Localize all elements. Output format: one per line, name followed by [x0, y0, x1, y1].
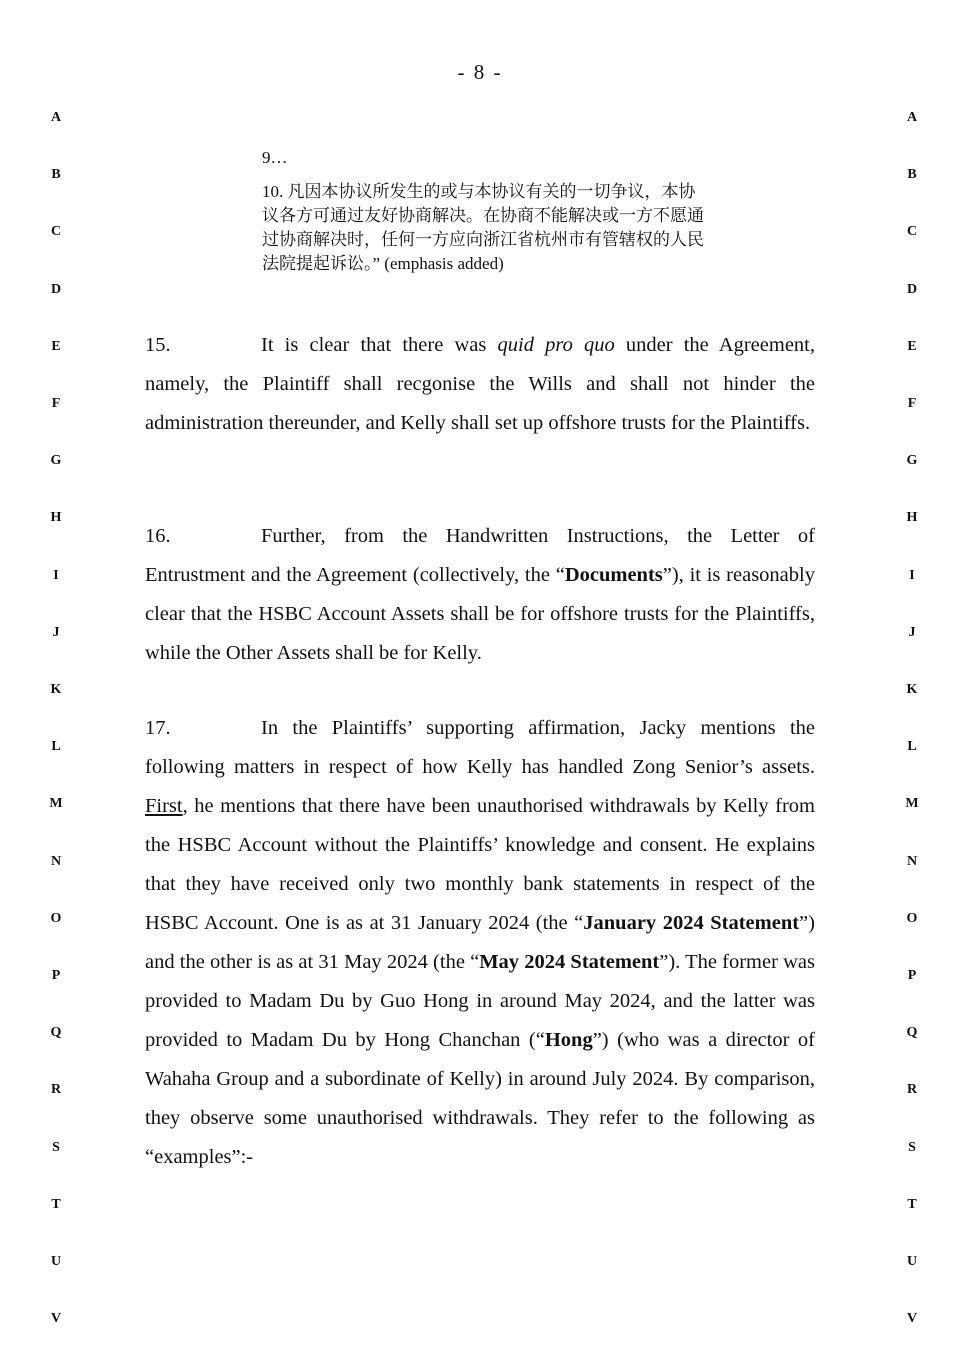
left-margin-letter: R	[50, 1082, 62, 1098]
paragraph-text: under the Agreement, namely, the Plaintiff shall recgonise the Wills and shall not hinder the administration thereunder, and Kelly shall set up offshore trusts for the Plaintiffs.	[145, 334, 815, 434]
left-margin-letter: L	[51, 739, 61, 755]
left-margin-letter: F	[51, 396, 61, 411]
right-margin-letter: F	[907, 396, 917, 411]
quote-item-9: 9…	[262, 148, 288, 167]
left-margin-letter: D	[50, 281, 62, 297]
right-margin-letter: J	[908, 624, 916, 640]
left-margin-letter: H	[50, 510, 62, 526]
right-margin-letter: C	[906, 224, 918, 240]
left-margin-letter: U	[50, 1254, 62, 1269]
right-margin-letter: I	[909, 567, 915, 583]
defined-term: Documents	[564, 564, 663, 586]
left-margin-letter: S	[52, 1139, 60, 1155]
right-margin-letter: D	[906, 281, 918, 297]
left-margin-letter: O	[50, 910, 62, 926]
paragraph-text: Further, from the Handwritten Instructions, the Letter of Entrustment and the Agreement (collectively, the “	[145, 525, 815, 586]
left-margin-letter: J	[52, 624, 60, 640]
left-margin-letter: P	[51, 968, 61, 983]
paragraph-number: 17.	[145, 717, 171, 739]
defined-term: May 2024 Statement	[479, 951, 660, 973]
right-margin-letter: A	[906, 110, 918, 125]
right-margin-letter: P	[907, 968, 917, 983]
defined-term: January 2024 Statement	[583, 912, 800, 934]
paragraph-text: ”), it is reasonably clear that the HSBC Account Assets shall be for offshore trusts for the Plaintiffs, while the Other Assets shall be for Kelly.	[145, 564, 815, 664]
left-margin-letter: K	[50, 682, 62, 697]
right-margin-letter: V	[906, 1311, 918, 1327]
right-margin-letter: O	[906, 910, 918, 926]
left-margin-letter: Q	[50, 1025, 62, 1041]
right-margin-letter: T	[907, 1196, 917, 1212]
left-margin-letter: M	[49, 796, 63, 812]
page-number: - 8 -	[457, 60, 503, 84]
quoted-clause	[262, 146, 762, 276]
right-margin-letter: M	[905, 796, 919, 812]
paragraph-number: 15.	[145, 334, 171, 356]
paragraph-16	[145, 517, 815, 673]
left-margin-letter: C	[50, 224, 62, 240]
paragraph-text: , he mentions that there have been unauthorised withdrawals by Kelly from the HSBC Account without the Plaintiffs’ knowledge and consent. He explains that they have received only two monthly bank statements in respect of the HSBC Account. One is as at 31 January 2024 (the “	[145, 795, 815, 934]
right-margin-letter: B	[907, 167, 917, 183]
italic-term: quid pro quo	[497, 334, 615, 356]
defined-term: Hong	[544, 1029, 593, 1051]
paragraph-text: In the Plaintiffs’ supporting affirmation, Jacky mentions the following matters in respect of how Kelly has handled Zong Senior’s assets.	[145, 717, 815, 778]
right-margin-letter: S	[908, 1139, 916, 1155]
right-margin-letter: Q	[906, 1025, 918, 1041]
paragraph-text: It is clear that there was	[261, 334, 498, 356]
quote-item-10-line: 议各方可通过友好协商解决。在协商不能解决或一方不愿通	[262, 206, 704, 225]
left-margin-letter: B	[51, 167, 61, 183]
paragraph-text: ”) (who was a director of Wahaha Group and a subordinate of Kelly) in around July 2024. By comparison, they observe some unauthorised withdrawals. They refer to the following as “examples”:-	[145, 1029, 815, 1168]
underlined-term: First	[145, 795, 183, 817]
right-margin-letter: G	[906, 453, 918, 469]
right-margin-letter: R	[906, 1082, 918, 1098]
left-margin-letter: E	[51, 338, 61, 354]
quote-item-10-line: 10. 凡因本协议所发生的或与本协议有关的一切争议，本协	[262, 182, 696, 201]
right-margin-letter: E	[907, 338, 917, 354]
left-margin-letter: A	[50, 110, 62, 125]
paragraph-text: ”). The former was provided to Madam Du by Guo Hong in around May 2024, and the latter was provided to Madam Du by Hong Chanchan (“	[145, 951, 815, 1051]
right-margin-letter: H	[906, 510, 918, 526]
right-margin-letter: N	[906, 853, 918, 869]
left-margin-letter: I	[53, 567, 59, 583]
paragraph-number: 16.	[145, 525, 171, 547]
paragraph-15	[145, 326, 815, 443]
quote-item-10-line: 过协商解决时，任何一方应向浙江省杭州市有管辖权的人民	[262, 230, 704, 249]
left-margin-letter: V	[50, 1311, 62, 1327]
left-margin-letter: T	[51, 1196, 61, 1212]
paragraph-text: ”) and the other is as at 31 May 2024 (the “	[145, 912, 815, 973]
right-margin-letter: U	[906, 1254, 918, 1269]
left-margin-letter: N	[50, 853, 62, 869]
left-margin-letter: G	[50, 453, 62, 469]
paragraph-17	[145, 709, 815, 1177]
quote-item-10-line: 法院提起诉讼。” (emphasis added)	[262, 254, 504, 273]
right-margin-letter: K	[906, 682, 918, 697]
right-margin-letter: L	[907, 739, 917, 755]
